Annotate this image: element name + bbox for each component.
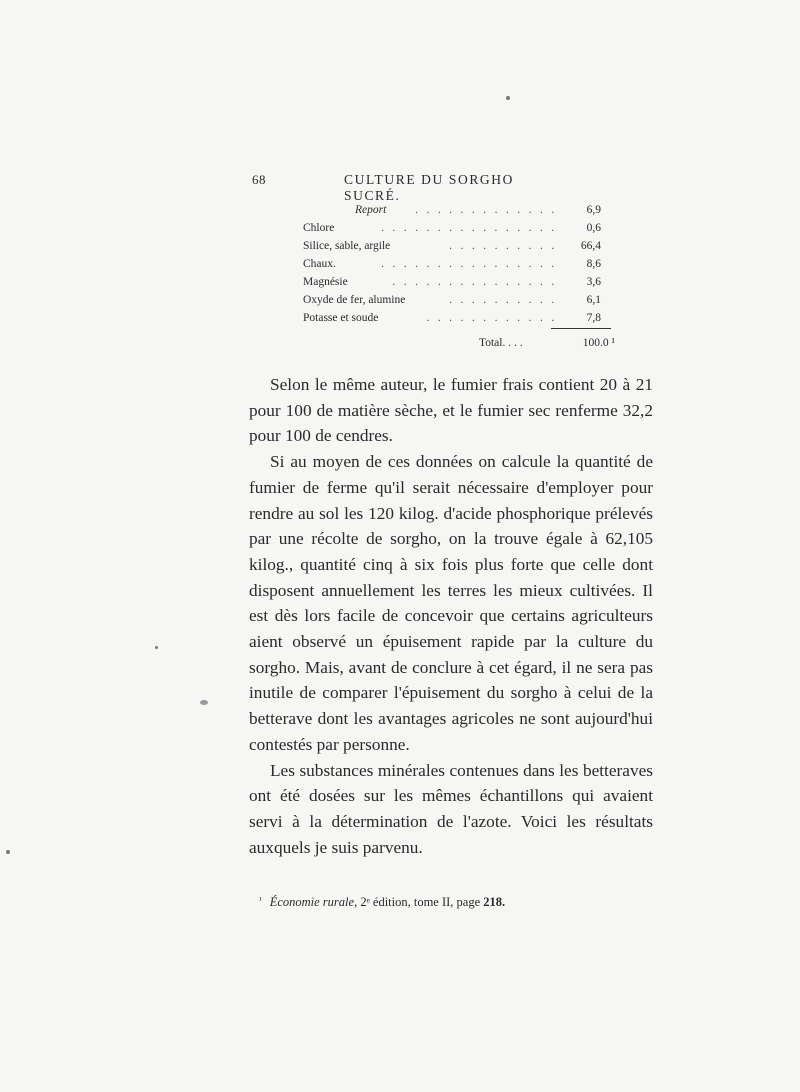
table-row [303, 309, 615, 327]
row-value: 6,1 [586, 294, 601, 306]
paper-speck [506, 96, 510, 100]
footnote-title: Économie rurale [269, 895, 355, 909]
table-row [303, 219, 615, 237]
page-header [252, 172, 572, 203]
table-row [303, 237, 615, 255]
row-value: 8,6 [586, 258, 601, 270]
footnote [259, 895, 505, 910]
paper-speck [200, 700, 208, 705]
row-value: 3,6 [586, 276, 601, 288]
row-label: Oxyde de fer, alumine [303, 294, 406, 306]
row-value: 0,6 [586, 222, 601, 234]
row-label: Chlore [303, 222, 335, 234]
leader-dots: . . . . . . . . . . . . . . . . [381, 222, 557, 234]
sum-rule [551, 328, 611, 329]
row-label: Chaux. [303, 258, 336, 270]
paper-speck [155, 646, 158, 649]
paragraph: Selon le même auteur, le fumier frais contient 20 à 21 pour 100 de matière sèche, et le fumier sec renferme 32,2 pour 100 de cendres. [249, 375, 653, 446]
paper-speck [6, 850, 10, 854]
body-text [249, 372, 653, 860]
page-number: 68 [252, 172, 266, 187]
leader-dots: . . . . . . . . . . [449, 240, 557, 252]
row-value: 6,9 [586, 204, 601, 216]
ash-composition-table [303, 201, 615, 353]
row-label: Report [355, 204, 387, 216]
table-row [303, 273, 615, 291]
leader-dots: . . . . . . . . . . . . [426, 312, 557, 324]
row-value: 66,4 [580, 240, 601, 252]
row-label: Magnésie [303, 276, 348, 288]
row-label: Potasse et soude [303, 312, 379, 324]
leader-dots: . . . . . . . . . . . . . . . . [381, 258, 557, 270]
table-row [303, 201, 615, 219]
table-row [303, 291, 615, 309]
total-value: 100.0 ¹ [582, 337, 615, 349]
footnote-page: 218. [483, 895, 506, 909]
paragraph: Les substances minérales contenues dans les betteraves ont été dosées sur les mêmes échantillons qui avaient servi à la détermination de l'azote. Voici les résultats auxquels je suis parvenu. [249, 760, 653, 857]
table-row [303, 255, 615, 273]
leader-dots: . . . . . . . . . . . . . [415, 204, 557, 216]
total-label: Total. . . . [479, 337, 523, 349]
footnote-text: , 2ᵉ édition, tome II, page [354, 895, 481, 909]
paragraph: Si au moyen de ces données on calcule la quantité de fumier de ferme qu'il serait nécessaire d'employer pour rendre au sol les 120 kilog. d'acide phosphorique prélevés par une récolte de sorgho, on la trouve égale à 62,105 kilog., quantité cinq à six fois plus forte que celle dont disposent annuellement les terres les mieux cultivées. Il est dès lors facile de concevoir que certains agriculteurs aient observé un épuisement rapide par la culture du sorgho. Mais, avant de conclure à cet égard, il ne sera pas inutile de comparer l'épuisement du sorgho à celui de la betterave dont les avantages agricoles ne sont aujourd'hui contestés par personne. [249, 452, 653, 754]
leader-dots: . . . . . . . . . . [449, 294, 557, 306]
row-label: Silice, sable, argile [303, 240, 391, 252]
footnote-mark: ¹ [259, 895, 262, 905]
row-value: 7,8 [586, 312, 601, 324]
running-title: CULTURE DU SORGHO SUCRÉ. [344, 172, 514, 203]
total-row [303, 333, 615, 353]
leader-dots: . . . . . . . . . . . . . . . [392, 276, 557, 288]
